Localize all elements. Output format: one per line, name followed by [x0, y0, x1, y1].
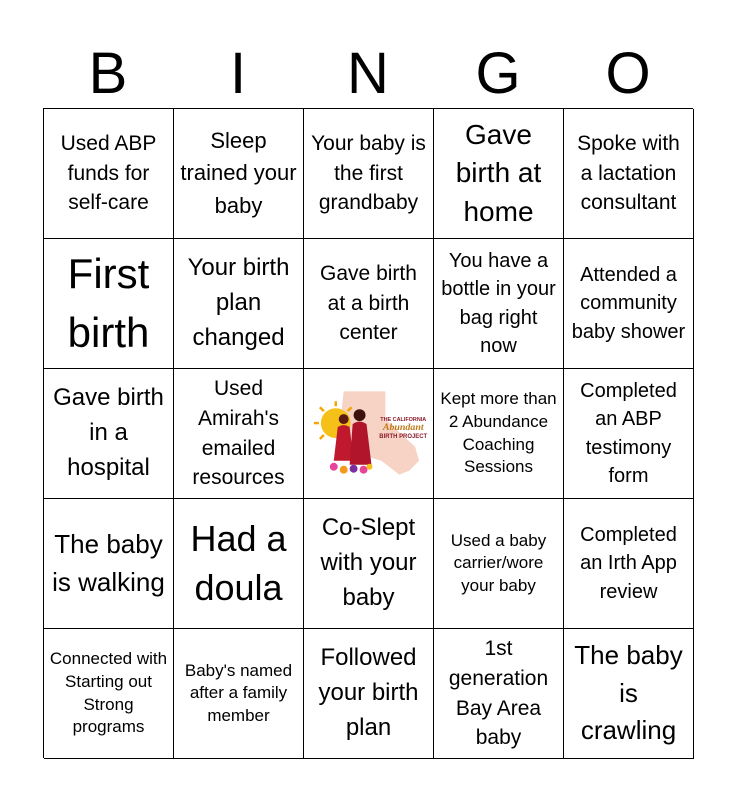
bingo-cell[interactable] — [174, 629, 304, 759]
abp-logo — [304, 369, 433, 499]
header-letter-b: B — [88, 41, 128, 106]
cell-text: Used a baby carrier/wore your baby — [450, 530, 547, 595]
bingo-cell[interactable] — [564, 369, 694, 499]
cell-text: Co-Slept with your baby — [320, 514, 417, 611]
bingo-cell[interactable] — [44, 629, 174, 759]
bingo-cell[interactable] — [434, 499, 564, 629]
bingo-cell[interactable] — [44, 499, 174, 629]
bingo-cell[interactable] — [564, 499, 694, 629]
bingo-cell[interactable] — [174, 499, 304, 629]
bingo-cell[interactable] — [174, 239, 304, 369]
bingo-cell[interactable] — [174, 109, 304, 239]
cell-text: You have a bottle in your bag right now — [441, 249, 556, 357]
cell-text: Connected with Starting out Strong programs — [49, 649, 168, 737]
cell-text: First birth — [67, 249, 150, 356]
header-letter-o: O — [605, 41, 651, 106]
bingo-cell[interactable] — [174, 369, 304, 499]
cell-text: The baby is walking — [52, 528, 165, 597]
bingo-header — [43, 40, 693, 108]
header-letter-n: N — [347, 41, 389, 106]
figure-head — [354, 409, 366, 421]
flower — [350, 464, 358, 472]
cell-text: Gave birth in a hospital — [53, 384, 164, 481]
figure-head — [339, 414, 349, 424]
cell-text: Followed your birth plan — [318, 644, 419, 741]
bingo-cell[interactable] — [434, 109, 564, 239]
bingo-cell[interactable] — [564, 629, 694, 759]
cell-text: Your baby is the first grandbaby — [311, 131, 426, 215]
bingo-cell[interactable] — [44, 369, 174, 499]
cell-text: Your birth plan changed — [187, 254, 290, 351]
cell-text: Baby's named after a family member — [184, 660, 293, 725]
cell-text: Gave birth at a birth center — [320, 261, 417, 345]
flower — [360, 465, 368, 473]
bingo-board — [43, 108, 693, 758]
cell-text: Spoke with a lactation consultant — [577, 131, 680, 215]
free-space[interactable] — [304, 369, 434, 499]
bingo-cell[interactable] — [434, 239, 564, 369]
cell-text: 1st generation Bay Area baby — [448, 636, 549, 750]
bingo-cell[interactable] — [44, 109, 174, 239]
cell-text: The baby is crawling — [574, 639, 683, 746]
cell-text: Used Amirah's emailed resources — [192, 376, 285, 490]
flower — [330, 462, 338, 470]
bingo-cell[interactable] — [434, 369, 564, 499]
cell-text: Attended a community baby shower — [571, 263, 686, 343]
bingo-cell[interactable] — [44, 239, 174, 369]
bingo-cell[interactable] — [304, 629, 434, 759]
cell-text: Had a doula — [190, 517, 287, 608]
header-letter-i: I — [229, 41, 247, 106]
flower — [367, 463, 373, 469]
bingo-cell[interactable] — [304, 499, 434, 629]
logo-line-3: BIRTH PROJECT — [379, 433, 428, 440]
logo-line-2: Abundant — [382, 421, 424, 433]
bingo-cell[interactable] — [304, 239, 434, 369]
cell-text: Completed an Irth App review — [580, 523, 677, 603]
cell-text: Gave birth at home — [455, 118, 542, 227]
bingo-cell[interactable] — [564, 239, 694, 369]
cell-text: Kept more than 2 Abundance Coaching Sessions — [440, 389, 557, 477]
cell-text: Sleep trained your baby — [180, 127, 297, 218]
bingo-cell[interactable] — [434, 629, 564, 759]
flower — [340, 465, 348, 473]
logo-line-1: THE CALIFORNIA — [380, 416, 427, 423]
cell-text: Used ABP funds for self-care — [60, 131, 157, 215]
bingo-cell[interactable] — [564, 109, 694, 239]
cell-text: Completed an ABP testimony form — [580, 379, 677, 487]
header-letter-g: G — [475, 41, 521, 106]
bingo-cell[interactable] — [304, 109, 434, 239]
